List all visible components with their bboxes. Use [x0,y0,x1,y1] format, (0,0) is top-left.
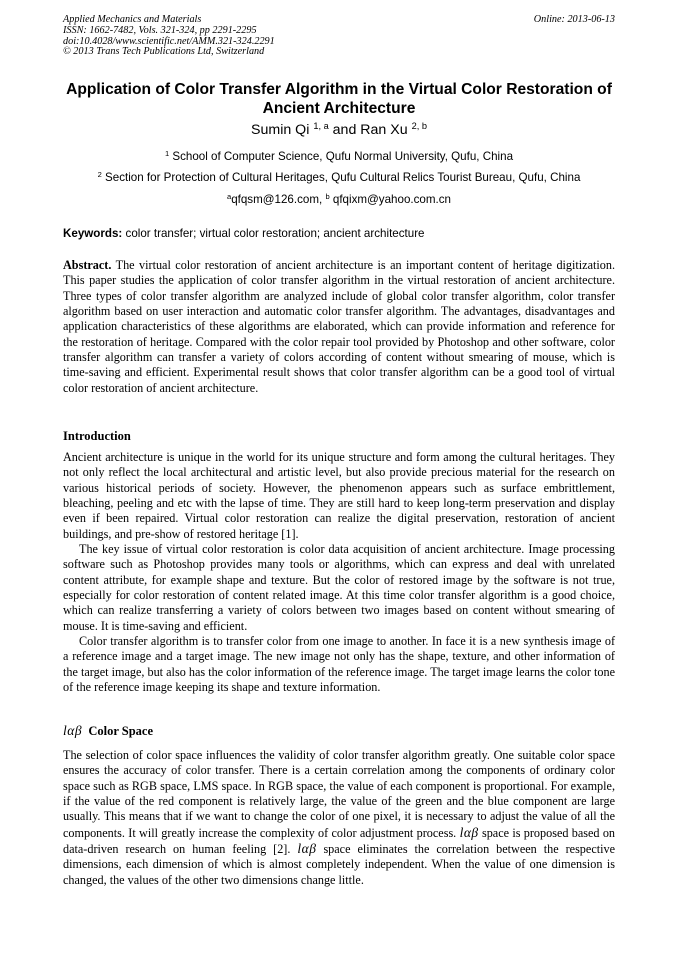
online-date: Online: 2013-06-13 [533,14,615,25]
email-marker: b [325,191,330,201]
introduction-paragraph: Color transfer algorithm is to transfer color from one image to another. In face it is a new synthesis image of a reference image and a target image. The new image not only has the shape, texture, and other information of the target image, but also has the color information of the reference image. The target image learns the color tone of the reference image keeping its shape and texture information. [63,634,615,695]
color-space-body [63,748,615,888]
introduction-heading: Introduction [63,429,131,443]
lab-symbol: lαβ [63,723,83,738]
introduction-paragraph: Ancient architecture is unique in the world for its unique structure and form among the cultural heritages. They not only reflect the local architectural and artistic level, but also provide precious material for the research on various historical periods of society. However, the phenomenon appears such as surface embrittlement, bleaching, peeling and etc with the lapse of time. They are still hard to keep long-term preservation and display even if been repaired. Virtual color restoration can realize the digital preservation, restoration of ancient buildings, and pre-show of restored heritage [1]. [63,450,615,541]
author-line [40,121,638,139]
introduction-body [63,450,615,696]
paper-title: Application of Color Transfer Algorithm in the Virtual Color Restoration of Ancient Architecture [66,81,612,117]
keywords-text: color transfer; virtual color restoration; ancient architecture [125,227,425,240]
journal-header [63,15,615,58]
author-affiliation-marker: 2, b [411,120,427,131]
abstract-label: Abstract. [63,258,112,272]
color-space-text: space is proposed based on data-driven research on human feeling [2]. [63,825,616,857]
lab-symbol-inline: lαβ [459,824,479,840]
email-line [20,193,658,207]
abstract [63,258,615,396]
introduction-paragraph: The key issue of virtual color restoration is color data acquisition of ancient architecture. Image processing software such as Photoshop provides many tools or algorithms, which can express and deal with unrelated content attribute, for example shape and texture. But the color of restored image by the software is not true, especially for color restoration of content related image. At this time color transfer algorithm is a good choice, which can realize transferring a variety of colors between two images based on content without smearing of mouse. It is time-saving and efficient. [63,542,615,633]
affiliation-text: Section for Protection of Cultural Heritages, Qufu Cultural Relics Tourist Bureau, Qufu, China [105,171,581,184]
affiliation-1 [20,150,658,164]
author-name: Ran Xu [360,122,408,138]
keywords-label: Keywords: [63,227,123,240]
color-space-text: The selection of color space influences the validity of color transfer algorithm greatly. One suitable color space ensures the accuracy of color transfer. There is a certain correlation among the components of ordinary color space such as RGB space, LMS space. In RGB space, the value of each component is proportional. For example, if the value of the red component is relatively large, the value of the green and the blue component are large usually. This means that if we want to change the color of one pixel, it is necessary to adjust the value of all the components. It will greatly increase the complexity of color adjustment process. [63,748,615,840]
doi-line: doi:10.4028/www.scientific.net/AMM.321-324.2291 [63,35,275,47]
journal-name: Applied Mechanics and Materials [63,14,202,25]
author-conjunction: and [332,122,357,138]
email-a[interactable]: qfqsm@126.com, [231,193,323,206]
color-space-heading [63,723,153,739]
affiliation-2 [20,171,658,185]
author-name: Sumin Qi [251,122,310,138]
affiliation-number: 2 [97,169,102,179]
color-space-heading-text: Color Space [88,724,154,738]
keywords [63,227,615,241]
author-affiliation-marker: 1, a [313,120,329,131]
copyright-line: © 2013 Trans Tech Publications Ltd, Switzerland [63,46,265,58]
lab-symbol-inline: lαβ [297,841,317,857]
affiliation-number: 1 [164,148,170,158]
affiliation-text: School of Computer Science, Qufu Normal University, Qufu, China [172,150,514,163]
email-b[interactable]: qfqixm@yahoo.com.cn [332,193,451,206]
email-marker: a [226,191,232,201]
issn-line: ISSN: 1662-7482, Vols. 321-324, pp 2291-2295 [63,24,257,36]
abstract-text: The virtual color restoration of ancient architecture is an important content of heritage digitization. This paper studies the application of color transfer algorithm in the virtual restoration of ancient architecture. Three types of color transfer algorithm are analyzed include of global color transfer algorithm, color transfer algorithm based on user interaction and automatic color transfer algorithm. The advantages, disadvantages and application characteristics of these algorithms are elaborated, which can provide information and reference for the restoration of heritage. Compared with the color repair tool provided by Photoshop and other software, color transfer algorithm can transfer a variety of colors according of content without smearing of mouse, which is time-saving and efficient. Experimental result shows that color transfer algorithm can be a good tool of virtual color restoration of ancient architecture. [63,258,616,395]
color-space-paragraph [63,748,615,888]
color-space-text: space eliminates the correlation between the respective dimensions, each dimension of which is almost completely independent. When the value of one dimension is changed, the values of the other two dimensions change little. [63,842,615,887]
